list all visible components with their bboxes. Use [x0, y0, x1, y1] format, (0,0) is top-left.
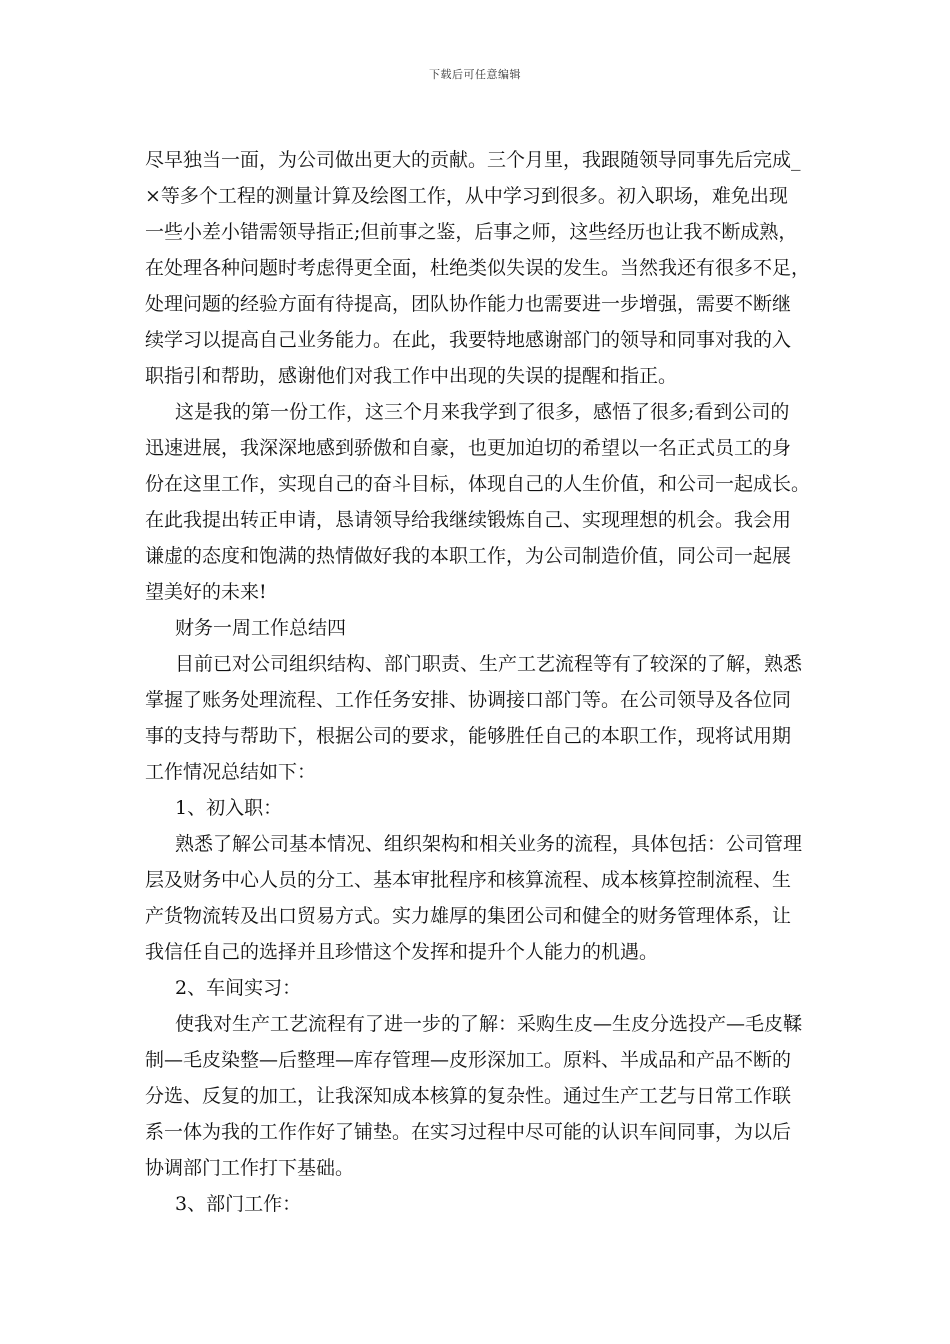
text-line: 职指引和帮助，感谢他们对我工作中出现的失误的提醒和指正。 [145, 365, 678, 387]
text-line: 层及财务中心人员的分工、基本审批程序和核算流程、成本核算控制流程、生 [145, 869, 792, 891]
text-line: 制—毛皮染整—后整理—库存管理—皮形深加工。原料、半成品和产品不断的 [145, 1049, 792, 1071]
text-line: 我信任自己的选择并且珍惜这个发挥和提升个人能力的机遇。 [145, 941, 659, 963]
text-line: 系一体为我的工作作好了铺垫。在实习过程中尽可能的认识车间同事，为以后 [145, 1121, 792, 1143]
text-line: 使我对生产工艺流程有了进一步的了解：采购生皮—生皮分选投产—毛皮鞣 [175, 1013, 803, 1035]
text-line: 份在这里工作，实现自己的奋斗目标，体现自己的人生价值，和公司一起成长。 [145, 473, 811, 495]
text-line: 尽早独当一面，为公司做出更大的贡献。三个月里，我跟随领导同事先后完成_ [145, 149, 801, 171]
header-note: 下载后可任意编辑 [429, 68, 521, 81]
section-heading: 财务一周工作总结四 [175, 617, 347, 639]
text-line: 分选、反复的加工，让我深知成本核算的复杂性。通过生产工艺与日常工作联 [145, 1085, 792, 1107]
text-line: 续学习以提高自己业务能力。在此，我要特地感谢部门的领导和同事对我的入 [145, 329, 792, 351]
text-line: 目前已对公司组织结构、部门职责、生产工艺流程等有了较深的了解，熟悉 [175, 653, 803, 675]
text-line: 熟悉了解公司基本情况、组织架构和相关业务的流程，具体包括：公司管理 [175, 833, 803, 855]
text-line: 产货物流转及出口贸易方式。实力雄厚的集团公司和健全的财务管理体系，让 [145, 905, 792, 927]
text-line: 迅速进展，我深深地感到骄傲和自豪，也更加迫切的希望以一名正式员工的身 [145, 437, 792, 459]
text-line: 这是我的第一份工作，这三个月来我学到了很多，感悟了很多;看到公司的 [175, 401, 790, 423]
text-line: ×等多个工程的测量计算及绘图工作，从中学习到很多。初入职场，难免出现 [145, 185, 788, 207]
text-line: 工作情况总结如下： [145, 761, 317, 783]
text-line: 谦虚的态度和饱满的热情做好我的本职工作，为公司制造价值，同公司一起展 [145, 545, 792, 567]
text-line: 协调部门工作打下基础。 [145, 1157, 355, 1179]
text-line: 掌握了账务处理流程、工作任务安排、协调接口部门等。在公司领导及各位同 [145, 689, 792, 711]
text-line: 望美好的未来! [145, 581, 267, 603]
text-line: 在处理各种问题时考虑得更全面，杜绝类似失误的发生。当然我还有很多不足， [145, 257, 811, 279]
text-line: 在此我提出转正申请，恳请领导给我继续锻炼自己、实现理想的机会。我会用 [145, 509, 792, 531]
subsection-heading: 3、部门工作： [175, 1193, 302, 1215]
text-line: 一些小差小错需领导指正;但前事之鉴，后事之师，这些经历也让我不断成熟， [145, 221, 798, 243]
text-line: 事的支持与帮助下，根据公司的要求，能够胜任自己的本职工作，现将试用期 [145, 725, 792, 747]
document-body [145, 142, 813, 1222]
subsection-heading: 2、车间实习： [175, 977, 302, 999]
subsection-heading: 1、初入职： [175, 797, 283, 819]
text-line: 处理问题的经验方面有待提高，团队协作能力也需要进一步增强，需要不断继 [145, 293, 792, 315]
